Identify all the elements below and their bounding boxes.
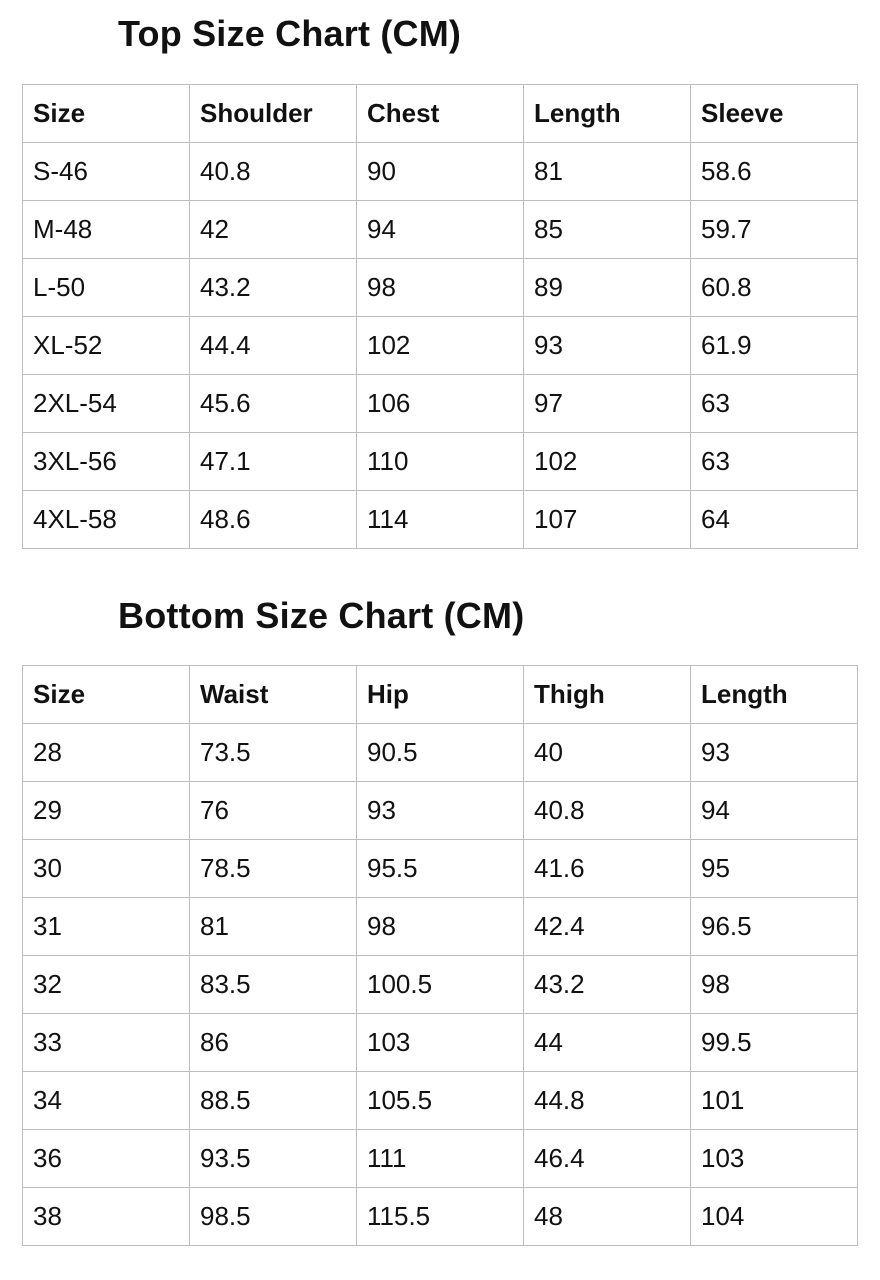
measurement-cell: 78.5 <box>190 840 357 898</box>
size-cell: 38 <box>23 1188 190 1246</box>
measurement-cell: 64 <box>691 491 858 549</box>
column-header: Length <box>524 85 691 143</box>
size-cell: M-48 <box>23 201 190 259</box>
measurement-cell: 105.5 <box>357 1072 524 1130</box>
measurement-cell: 96.5 <box>691 898 858 956</box>
measurement-cell: 97 <box>524 375 691 433</box>
table-row <box>23 433 858 491</box>
size-cell: 32 <box>23 956 190 1014</box>
table-row <box>23 491 858 549</box>
measurement-cell: 103 <box>691 1130 858 1188</box>
measurement-cell: 61.9 <box>691 317 858 375</box>
measurement-cell: 98 <box>357 898 524 956</box>
measurement-cell: 104 <box>691 1188 858 1246</box>
table-row <box>23 1188 858 1246</box>
table-row <box>23 898 858 956</box>
column-header: Sleeve <box>691 85 858 143</box>
table-row <box>23 317 858 375</box>
measurement-cell: 76 <box>190 782 357 840</box>
size-cell: 2XL-54 <box>23 375 190 433</box>
measurement-cell: 98.5 <box>190 1188 357 1246</box>
measurement-cell: 94 <box>691 782 858 840</box>
measurement-cell: 99.5 <box>691 1014 858 1072</box>
measurement-cell: 95 <box>691 840 858 898</box>
measurement-cell: 40.8 <box>190 143 357 201</box>
measurement-cell: 114 <box>357 491 524 549</box>
measurement-cell: 47.1 <box>190 433 357 491</box>
measurement-cell: 102 <box>357 317 524 375</box>
measurement-cell: 63 <box>691 375 858 433</box>
measurement-cell: 46.4 <box>524 1130 691 1188</box>
measurement-cell: 48.6 <box>190 491 357 549</box>
measurement-cell: 102 <box>524 433 691 491</box>
table-row <box>23 956 858 1014</box>
table-body <box>23 143 858 549</box>
top-size-chart-title: Top Size Chart (CM) <box>118 13 462 54</box>
column-header: Size <box>23 85 190 143</box>
column-header: Size <box>23 666 190 724</box>
measurement-cell: 107 <box>524 491 691 549</box>
measurement-cell: 45.6 <box>190 375 357 433</box>
size-cell: 3XL-56 <box>23 433 190 491</box>
column-header: Length <box>691 666 858 724</box>
measurement-cell: 101 <box>691 1072 858 1130</box>
size-cell: S-46 <box>23 143 190 201</box>
size-cell: 31 <box>23 898 190 956</box>
measurement-cell: 90 <box>357 143 524 201</box>
header-row <box>23 85 858 143</box>
size-cell: 30 <box>23 840 190 898</box>
bottom-size-chart-title: Bottom Size Chart (CM) <box>118 595 525 636</box>
size-cell: 29 <box>23 782 190 840</box>
measurement-cell: 103 <box>357 1014 524 1072</box>
measurement-cell: 43.2 <box>524 956 691 1014</box>
table-header <box>23 85 858 143</box>
measurement-cell: 83.5 <box>190 956 357 1014</box>
header-row <box>23 666 858 724</box>
column-header: Thigh <box>524 666 691 724</box>
measurement-cell: 93.5 <box>190 1130 357 1188</box>
size-cell: XL-52 <box>23 317 190 375</box>
measurement-cell: 111 <box>357 1130 524 1188</box>
size-cell: 36 <box>23 1130 190 1188</box>
measurement-cell: 94 <box>357 201 524 259</box>
table-row <box>23 143 858 201</box>
top-size-table <box>22 84 858 549</box>
measurement-cell: 42.4 <box>524 898 691 956</box>
measurement-cell: 86 <box>190 1014 357 1072</box>
size-cell: L-50 <box>23 259 190 317</box>
table-row <box>23 375 858 433</box>
measurement-cell: 115.5 <box>357 1188 524 1246</box>
measurement-cell: 60.8 <box>691 259 858 317</box>
measurement-cell: 89 <box>524 259 691 317</box>
measurement-cell: 98 <box>691 956 858 1014</box>
measurement-cell: 88.5 <box>190 1072 357 1130</box>
table-row <box>23 1130 858 1188</box>
measurement-cell: 41.6 <box>524 840 691 898</box>
measurement-cell: 59.7 <box>691 201 858 259</box>
size-cell: 4XL-58 <box>23 491 190 549</box>
measurement-cell: 100.5 <box>357 956 524 1014</box>
table-body <box>23 724 858 1246</box>
bottom-size-table <box>22 665 858 1246</box>
measurement-cell: 58.6 <box>691 143 858 201</box>
table-row <box>23 1072 858 1130</box>
measurement-cell: 44 <box>524 1014 691 1072</box>
measurement-cell: 40.8 <box>524 782 691 840</box>
measurement-cell: 98 <box>357 259 524 317</box>
measurement-cell: 106 <box>357 375 524 433</box>
size-cell: 34 <box>23 1072 190 1130</box>
column-header: Hip <box>357 666 524 724</box>
measurement-cell: 40 <box>524 724 691 782</box>
measurement-cell: 85 <box>524 201 691 259</box>
measurement-cell: 42 <box>190 201 357 259</box>
measurement-cell: 90.5 <box>357 724 524 782</box>
measurement-cell: 95.5 <box>357 840 524 898</box>
table-row <box>23 201 858 259</box>
table-row <box>23 840 858 898</box>
measurement-cell: 63 <box>691 433 858 491</box>
table-row <box>23 782 858 840</box>
table-row <box>23 724 858 782</box>
size-cell: 28 <box>23 724 190 782</box>
measurement-cell: 48 <box>524 1188 691 1246</box>
column-header: Chest <box>357 85 524 143</box>
column-header: Shoulder <box>190 85 357 143</box>
column-header: Waist <box>190 666 357 724</box>
measurement-cell: 110 <box>357 433 524 491</box>
measurement-cell: 93 <box>357 782 524 840</box>
measurement-cell: 43.2 <box>190 259 357 317</box>
measurement-cell: 81 <box>524 143 691 201</box>
measurement-cell: 44.4 <box>190 317 357 375</box>
measurement-cell: 44.8 <box>524 1072 691 1130</box>
size-cell: 33 <box>23 1014 190 1072</box>
table-row <box>23 1014 858 1072</box>
measurement-cell: 73.5 <box>190 724 357 782</box>
measurement-cell: 93 <box>691 724 858 782</box>
measurement-cell: 81 <box>190 898 357 956</box>
table-row <box>23 259 858 317</box>
table-header <box>23 666 858 724</box>
measurement-cell: 93 <box>524 317 691 375</box>
